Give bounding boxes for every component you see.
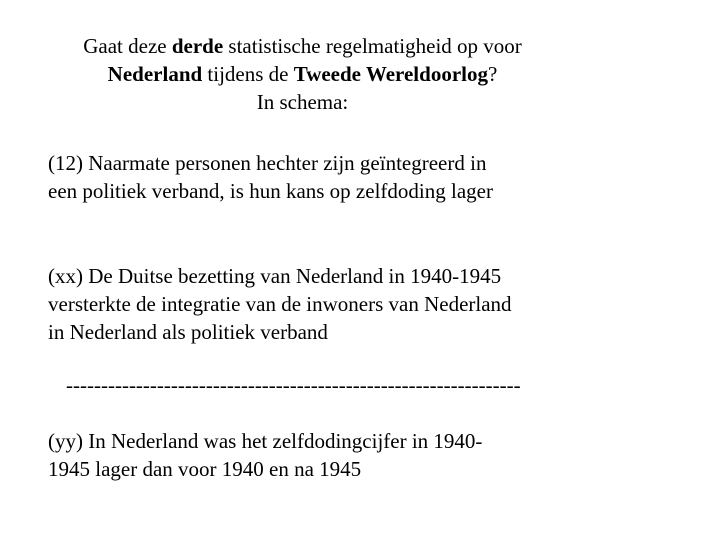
heading-text: Gaat deze <box>83 34 172 58</box>
heading-text: statistische regelmatigheid op voor <box>223 34 522 58</box>
heading-text: ? <box>487 62 498 86</box>
statement-12: (12) Naarmate personen hechter zijn geïntegreerd in een politiek verband, is hun kans op zelfdoding lager <box>48 151 493 203</box>
heading-line-3: In schema: <box>256 90 349 114</box>
heading-emphasis-wereldoorlog: Tweede Wereldoorlog <box>293 62 488 86</box>
statement-xx: (xx) De Duitse bezetting van Nederland in 1940-1945 versterkte de integratie van de inwoners van Nederland in Nederland als politiek verband <box>48 264 512 344</box>
conclusion-divider: ----------------------------------------------------------------- <box>66 373 521 397</box>
heading-line-2 <box>0 60 605 88</box>
heading-text: tijdens de <box>202 62 294 86</box>
question-heading <box>0 32 605 116</box>
heading-emphasis-nederland: Nederland <box>107 62 203 86</box>
statement-yy: (yy) In Nederland was het zelfdodingcijfer in 1940- 1945 lager dan voor 1940 en na 1945 <box>48 429 483 481</box>
heading-emphasis-derde: derde <box>171 34 224 58</box>
heading-line-1 <box>0 32 605 60</box>
